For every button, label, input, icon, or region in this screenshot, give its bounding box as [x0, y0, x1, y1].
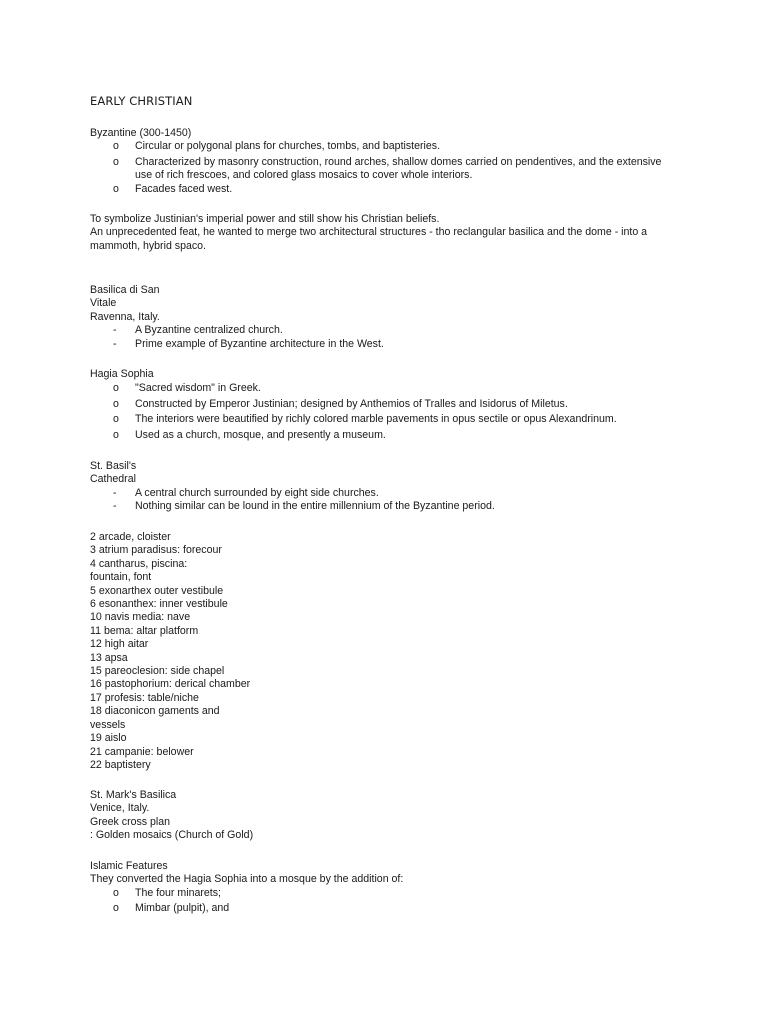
list-item [90, 487, 690, 500]
bullet-marker: o [113, 182, 119, 195]
glossary-line: 3 atrium paradisus: forecour [90, 544, 222, 557]
glossary-line: 2 arcade, cloister [90, 531, 171, 543]
bullet-marker: o [113, 902, 119, 915]
section-heading: St. Basil's [90, 460, 137, 472]
section-san-vitale [90, 284, 690, 351]
list-item [90, 500, 690, 513]
list-item-text: Characterized by masonry construction, round arches, shallow domes carried on pendentives, and the extensive use of rich frescoes, and colored glass mosaics to cover whole interiors. [135, 155, 662, 182]
glossary-line: 17 profesis: table/niche [90, 691, 199, 704]
section-heading: St. Mark's Basilica [90, 789, 177, 801]
section-hagia-sophia [90, 368, 690, 442]
list-item [90, 156, 690, 183]
glossary-line: 11 bema: altar platform [90, 624, 199, 637]
bullet-marker: o [113, 140, 119, 153]
list-item [90, 887, 690, 900]
bullet-marker: o [113, 413, 119, 426]
bullet-marker: o [113, 155, 119, 168]
glossary-line: 19 aislo [90, 732, 127, 745]
section-heading: Islamic Features [90, 860, 168, 872]
list-item-text: Circular or polygonal plans for churches, tombs, and baptisteries. [135, 140, 441, 153]
list-item-text: "Sacred wisdom" in Greek. [135, 382, 261, 395]
glossary-line: 10 navis media: nave [90, 611, 191, 624]
list-item-text: Mimbar (pulpit), and [135, 902, 230, 915]
list-item [90, 183, 690, 196]
location-text: Venice, Italy. [90, 802, 150, 815]
glossary-line: 18 diaconicon gaments and [90, 705, 220, 718]
bullet-marker: o [113, 886, 119, 899]
list-item [90, 902, 690, 915]
paragraph-line: They converted the Hagia Sophia into a mosque by the addition of: [90, 873, 404, 886]
bullet-marker: o [113, 428, 119, 441]
list-item [90, 338, 690, 351]
section-heading: Vitale [90, 297, 117, 310]
list-item-text: The interiors were beautified by richly colored marble pavements in opus sectile or opus Alexandrinum. [135, 413, 617, 426]
bullet-marker: - [113, 500, 117, 513]
list-item-text: Prime example of Byzantine architecture in the West. [135, 337, 384, 350]
glossary-line: 16 pastophorium: derical chamber [90, 678, 251, 691]
paragraph-line: An unprecedented feat, he wanted to merge two architectural structures - tho reclangular basilica and the dome - into a mammoth, hybrid spaco. [90, 226, 648, 252]
list-item [90, 382, 690, 395]
paragraph-line: Greek cross plan [90, 815, 171, 828]
glossary-line: 13 apsa [90, 651, 128, 664]
glossary-line: 22 baptistery [90, 758, 151, 771]
glossary-line: 5 exonarthex outer vestibule [90, 584, 224, 597]
section-islamic-features [90, 860, 690, 916]
location-text: Ravenna, Italy. [90, 310, 160, 323]
page-title: EARLY CHRISTIAN [90, 94, 193, 108]
list-item [90, 140, 690, 153]
section-heading: Cathedral [90, 473, 136, 486]
glossary-line: 12 high aitar [90, 638, 149, 651]
list-item-text: A central church surrounded by eight side churches. [135, 486, 379, 499]
bullet-marker: - [113, 324, 117, 337]
list-item-text: Constructed by Emperor Justinian; designed by Anthemios of Tralles and Isidorus of Miletus. [135, 397, 568, 410]
section-st-marks [90, 789, 690, 843]
paragraph-line: To symbolize Justinian's imperial power and still show his Christian beliefs. [90, 213, 440, 225]
glossary-line: 15 pareoclesion: side chapel [90, 665, 225, 678]
list-item [90, 398, 690, 411]
section-heading: Hagia Sophia [90, 368, 154, 380]
glossary-line: 21 campanie: belower [90, 745, 194, 758]
bullet-marker: - [113, 486, 117, 499]
glossary-line: vessels [90, 718, 126, 731]
bullet-marker: - [113, 337, 117, 350]
list-item [90, 413, 690, 426]
glossary-list [90, 531, 690, 772]
list-item [90, 324, 690, 337]
glossary-line: fountain, font [90, 571, 152, 584]
list-item-text: Used as a church, mosque, and presently a museum. [135, 428, 386, 441]
glossary-line: 6 esonanthex: inner vestibule [90, 598, 228, 611]
list-item-text: Facades faced west. [135, 182, 233, 195]
section-heading: Basilica di San [90, 284, 160, 296]
bullet-marker: o [113, 382, 119, 395]
list-item-text: Nothing similar can be lound in the entire millennium of the Byzantine period. [135, 500, 495, 513]
section-justinian [90, 213, 690, 253]
glossary-line: 4 cantharus, piscina: [90, 557, 188, 570]
list-item [90, 429, 690, 442]
list-item-text: The four minarets; [135, 886, 221, 899]
bullet-marker: o [113, 397, 119, 410]
section-byzantine [90, 127, 690, 196]
list-item-text: A Byzantine centralized church. [135, 324, 283, 337]
section-heading: Byzantine (300-1450) [90, 127, 192, 139]
section-st-basils [90, 460, 690, 514]
paragraph-line: : Golden mosaics (Church of Gold) [90, 829, 254, 842]
